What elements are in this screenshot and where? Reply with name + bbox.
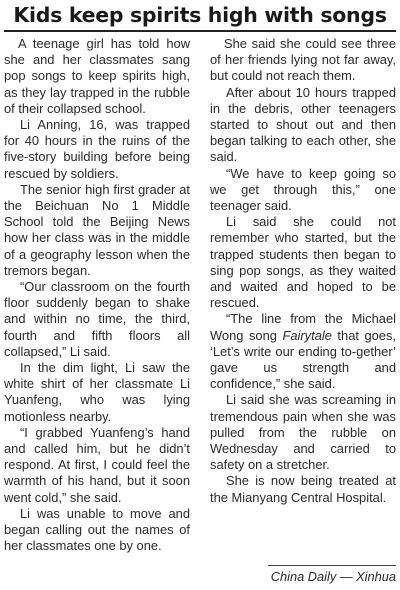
quote-text-before: “The line from the Michael Wong song bbox=[210, 311, 396, 343]
quote-text-after: that goes, ‘Let’s write our ending to-gether’ gave us strength and confidence,” she said. bbox=[210, 327, 397, 392]
paragraph: A teenage girl has told how she and her classmates sang pop songs to keep spirits high, as they lay trapped in the rubble of their collapsed school. bbox=[4, 36, 190, 116]
source-credit: China Daily — Xinhua bbox=[270, 569, 396, 584]
song-title: Fairytale bbox=[282, 327, 332, 343]
paragraph: Li Anning, 16, was trapped for 40 hours in the ruins of the five-story building before being rescued by soldiers. bbox=[4, 117, 190, 181]
paragraph: “We have to keep going so we get through this,” one teenager said. bbox=[210, 165, 396, 214]
paragraph: After about 10 hours trapped in the debris, other teenagers started to shout out and then began talking to each other, she said. bbox=[210, 84, 396, 165]
article-column-left bbox=[4, 36, 190, 555]
article-column-right bbox=[210, 36, 396, 506]
paragraph: Li said she was screaming in tremendous pain when she was pulled from the rubble on Wednesday and carried to safety on a stretcher. bbox=[210, 392, 396, 473]
paragraph: In the dim light, Li saw the white shirt of her classmate Li Yuanfeng, who was lying motionless nearby. bbox=[4, 360, 190, 424]
headline-rule bbox=[4, 30, 396, 32]
headline: Kids keep spirits high with songs bbox=[13, 3, 387, 27]
paragraph: “I grabbed Yuanfeng’s hand and called him, but he didn’t respond. At first, I could feel the warmth of his hand, but it soon went cold,” she said. bbox=[4, 424, 190, 505]
paragraph: She is now being treated at the Mianyang Central Hospital. bbox=[210, 473, 396, 505]
paragraph-song-quote bbox=[210, 311, 396, 392]
credit-rule bbox=[268, 565, 396, 566]
paragraph: She said she could see three of her friends lying not far away, but could not reach them. bbox=[210, 36, 396, 84]
paragraph: Li said she could not remember who started, but the trapped students then began to sing pop songs, as they waited and waited and hoped to be rescued. bbox=[210, 214, 396, 311]
paragraph: The senior high first grader at the Beichuan No 1 Middle School told the Beijing News how her class was in the middle of a geography lesson when the tremors began. bbox=[4, 181, 190, 278]
paragraph: “Our classroom on the fourth floor suddenly began to shake and within no time, the third, fourth and fifth floors all collapsed,” Li said. bbox=[4, 279, 190, 359]
paragraph: Li was unable to move and began calling out the names of her classmates one by one. bbox=[4, 505, 190, 554]
